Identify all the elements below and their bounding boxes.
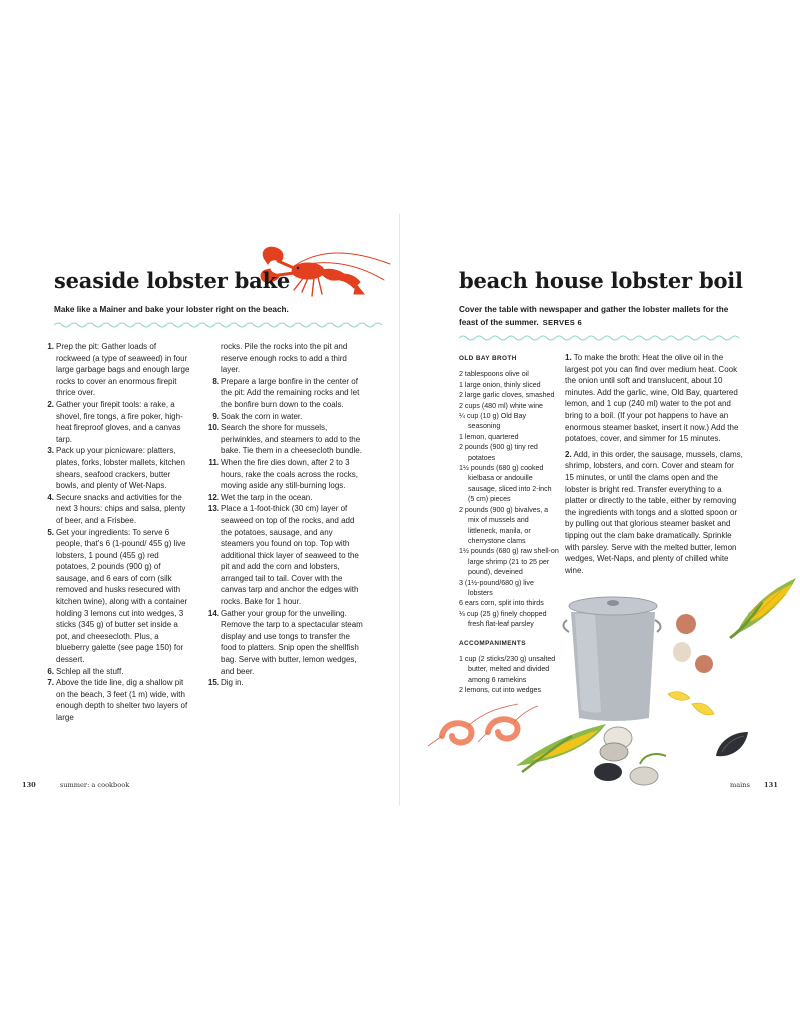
accompaniment: 1 cup (2 sticks/230 g) unsalted butter, melted and divided among 6 ramekins xyxy=(459,654,556,684)
step-5: 5. Get your ingredients: To serve 6 people, that's 6 (1-pound/ 455 g) live lobsters, 1 pound (455 g) red potatoes, 2 pounds (900 g) of sausage, and 6 ears of corn (silk removed and husks resecured with kitchen twine), along with a container holding 3 lemons cut into wedges, 3 sticks (345 g) of butter set inside a pot, and cheesecloth. Plus, a blueberry galette (see page 150) for dessert. xyxy=(47,527,188,665)
step-14: 14. Gather your group for the unveiling. Remove the tarp to a spectacular steam display and use tongs to transfer the food to platters. Snip open the shellfish bag. Serve with butter, lemon wedges, and beer. xyxy=(207,608,363,676)
ingredient: 2 pounds (900 g) tiny red potatoes xyxy=(459,443,538,462)
left-intro: Make like a Mainer and bake your lobster right on the beach. xyxy=(54,305,289,314)
ingredient: 1½ pounds (680 g) raw shell-on large shrimp (21 to 25 per pound), deveined xyxy=(459,547,559,577)
right-page-title: beach house lobster boil xyxy=(459,268,743,293)
page-gutter xyxy=(399,214,400,806)
page-number: 130 xyxy=(22,781,36,789)
ingredient: ⅓ cup (25 g) finely chopped fresh flat-leaf parsley xyxy=(459,609,547,629)
step-6: 6. Schlep all the stuff. xyxy=(47,666,124,676)
stockpot-illustration xyxy=(565,590,665,724)
ingredient: 1 lemon, quartered xyxy=(459,432,519,441)
method-text xyxy=(565,352,743,580)
step-9: 9. Soak the corn in water. xyxy=(212,411,303,421)
method-step-1: 1. To make the broth: Heat the olive oil in the largest pot you can find over medium heat. Cook the onion until soft and translucent, about 10 minutes. Add the garlic, wine, Old Bay, quartered lemon, and 1 cup (240 ml) water to the pot and bring to a boil. (If your pot happens to have an enormous steamer basket, insert it now.) Add the potatoes, cover, and simmer for 15 minutes. xyxy=(565,353,739,444)
ingredient: 1 large onion, thinly sliced xyxy=(459,380,541,389)
running-footer: summer: a cookbook xyxy=(59,781,130,789)
step-2: 2. Gather your firepit tools: a rake, a shovel, fire tongs, a fire poker, high-heat fireproof gloves, and a canvas tarp. xyxy=(47,399,183,444)
step-1: 1. Prep the pit: Gather loads of rockweed (a type of seaweed) in four large garbage bags and enough large rocks to cover an enormous firepit thrice over. xyxy=(47,342,190,398)
ingredient: 2 tablespoons olive oil xyxy=(459,370,529,379)
step-4: 4. Secure snacks and activities for the next 3 hours: chips and salsa, plenty of beer, and a Frisbee. xyxy=(47,492,186,525)
steps-column-1 xyxy=(40,341,192,724)
mussel-illustration xyxy=(712,728,752,762)
ingredient: 3 (1½-pound/680 g) live lobsters xyxy=(459,578,534,597)
method-step-2: 2. Add, in this order, the sausage, mussels, clams, shrimp, lobsters, and corn. Cover and steam for 15 minutes, or until the clams open and the lobster is bright red. Transfer everything to a platter or directly to the table, either by removing the ingredients with tongs and a slotted spoon or by pulling out that glorious steamer basket and tipping out the clam bake dramatically. Sprinkle with parsley. Serve with the melted butter, lemon wedges, Wet-Naps, and plenty of chilled white wine. xyxy=(565,449,743,575)
clam-illustration xyxy=(594,724,670,786)
right-folio xyxy=(730,781,778,789)
step-12: 12. Wet the tarp in the ocean. xyxy=(207,492,313,502)
step-11: 11. When the fire dies down, after 2 to 3 hours, rake the coals across the rocks, moving aside any still-burning logs. xyxy=(208,457,358,491)
ingredients-list xyxy=(459,354,559,696)
page-number: 131 xyxy=(764,781,778,789)
ingredient: ¼ cup (10 g) Old Bay seasoning xyxy=(459,412,527,431)
step-7: 7. Above the tide line, dig a shallow pit on the beach, 3 feet (1 m) wide, with enough depth to shelter two layers of large xyxy=(47,678,188,722)
serves-label: SERVES 6 xyxy=(542,318,583,327)
running-footer: mains xyxy=(730,781,750,789)
corn-illustration xyxy=(726,572,800,642)
ingredient: 2 cups (480 ml) white wine xyxy=(459,401,543,410)
ingredient: 6 ears corn, split into thirds xyxy=(459,599,544,608)
old-bay-heading: OLD BAY BROTH xyxy=(459,355,517,362)
ingredient: 2 pounds (900 g) bivalves, a mix of mussels and littleneck, manila, or cherrystone clams xyxy=(459,505,549,545)
wave-divider xyxy=(54,321,386,329)
step-3: 3. Pack up your picnicware: platters, plates, forks, lobster mallets, kitchen shears, seafood crackers, butter bowls, and plenty of Wet-Naps. xyxy=(47,446,185,491)
lemon-wedge-illustration xyxy=(664,686,720,730)
right-intro: Cover the table with newspaper and gather the lobster mallets for the feast of the summer. SERVES 6 xyxy=(459,305,729,327)
step-8: 8. Prepare a large bonfire in the center of the pit: Add the remaining rocks and let the bonfire burn down to the coals. xyxy=(212,376,360,409)
potato-illustration xyxy=(670,612,720,678)
step-7-continued: rocks. Pile the rocks into the pit and reserve enough rocks to add a third layer. xyxy=(221,342,348,375)
step-15: 15. Dig in. xyxy=(207,678,244,688)
left-page-title: seaside lobster bake xyxy=(54,268,291,293)
steps-column-2 xyxy=(205,341,367,689)
ingredient: 1½ pounds (680 g) cooked kielbasa or andouille sausage, sliced into 2-inch (5 cm) pieces xyxy=(459,464,552,504)
ingredient: 2 large garlic cloves, smashed xyxy=(459,391,555,400)
accompaniments-heading: ACCOMPANIMENTS xyxy=(459,639,526,647)
accompaniment: 2 lemons, cut into wedges xyxy=(459,686,542,695)
wave-divider xyxy=(459,334,739,342)
left-folio xyxy=(22,781,129,789)
step-10: 10. Search the shore for mussels, periwinkles, and steamers to add to the bake. Tie them in a cheesecloth bundle. xyxy=(207,423,362,456)
step-13: 13. Place a 1-foot-thick (30 cm) layer of seaweed on top of the rocks, and add the potatoes, sausage, and any steamers you found on top. Top with additional thick layer of seaweed to the pit and add the corn and lobsters, arranged tail to tail. Cover with the canvas tarp and anchor the edges with rocks. Bake for 1 hour. xyxy=(207,504,359,607)
